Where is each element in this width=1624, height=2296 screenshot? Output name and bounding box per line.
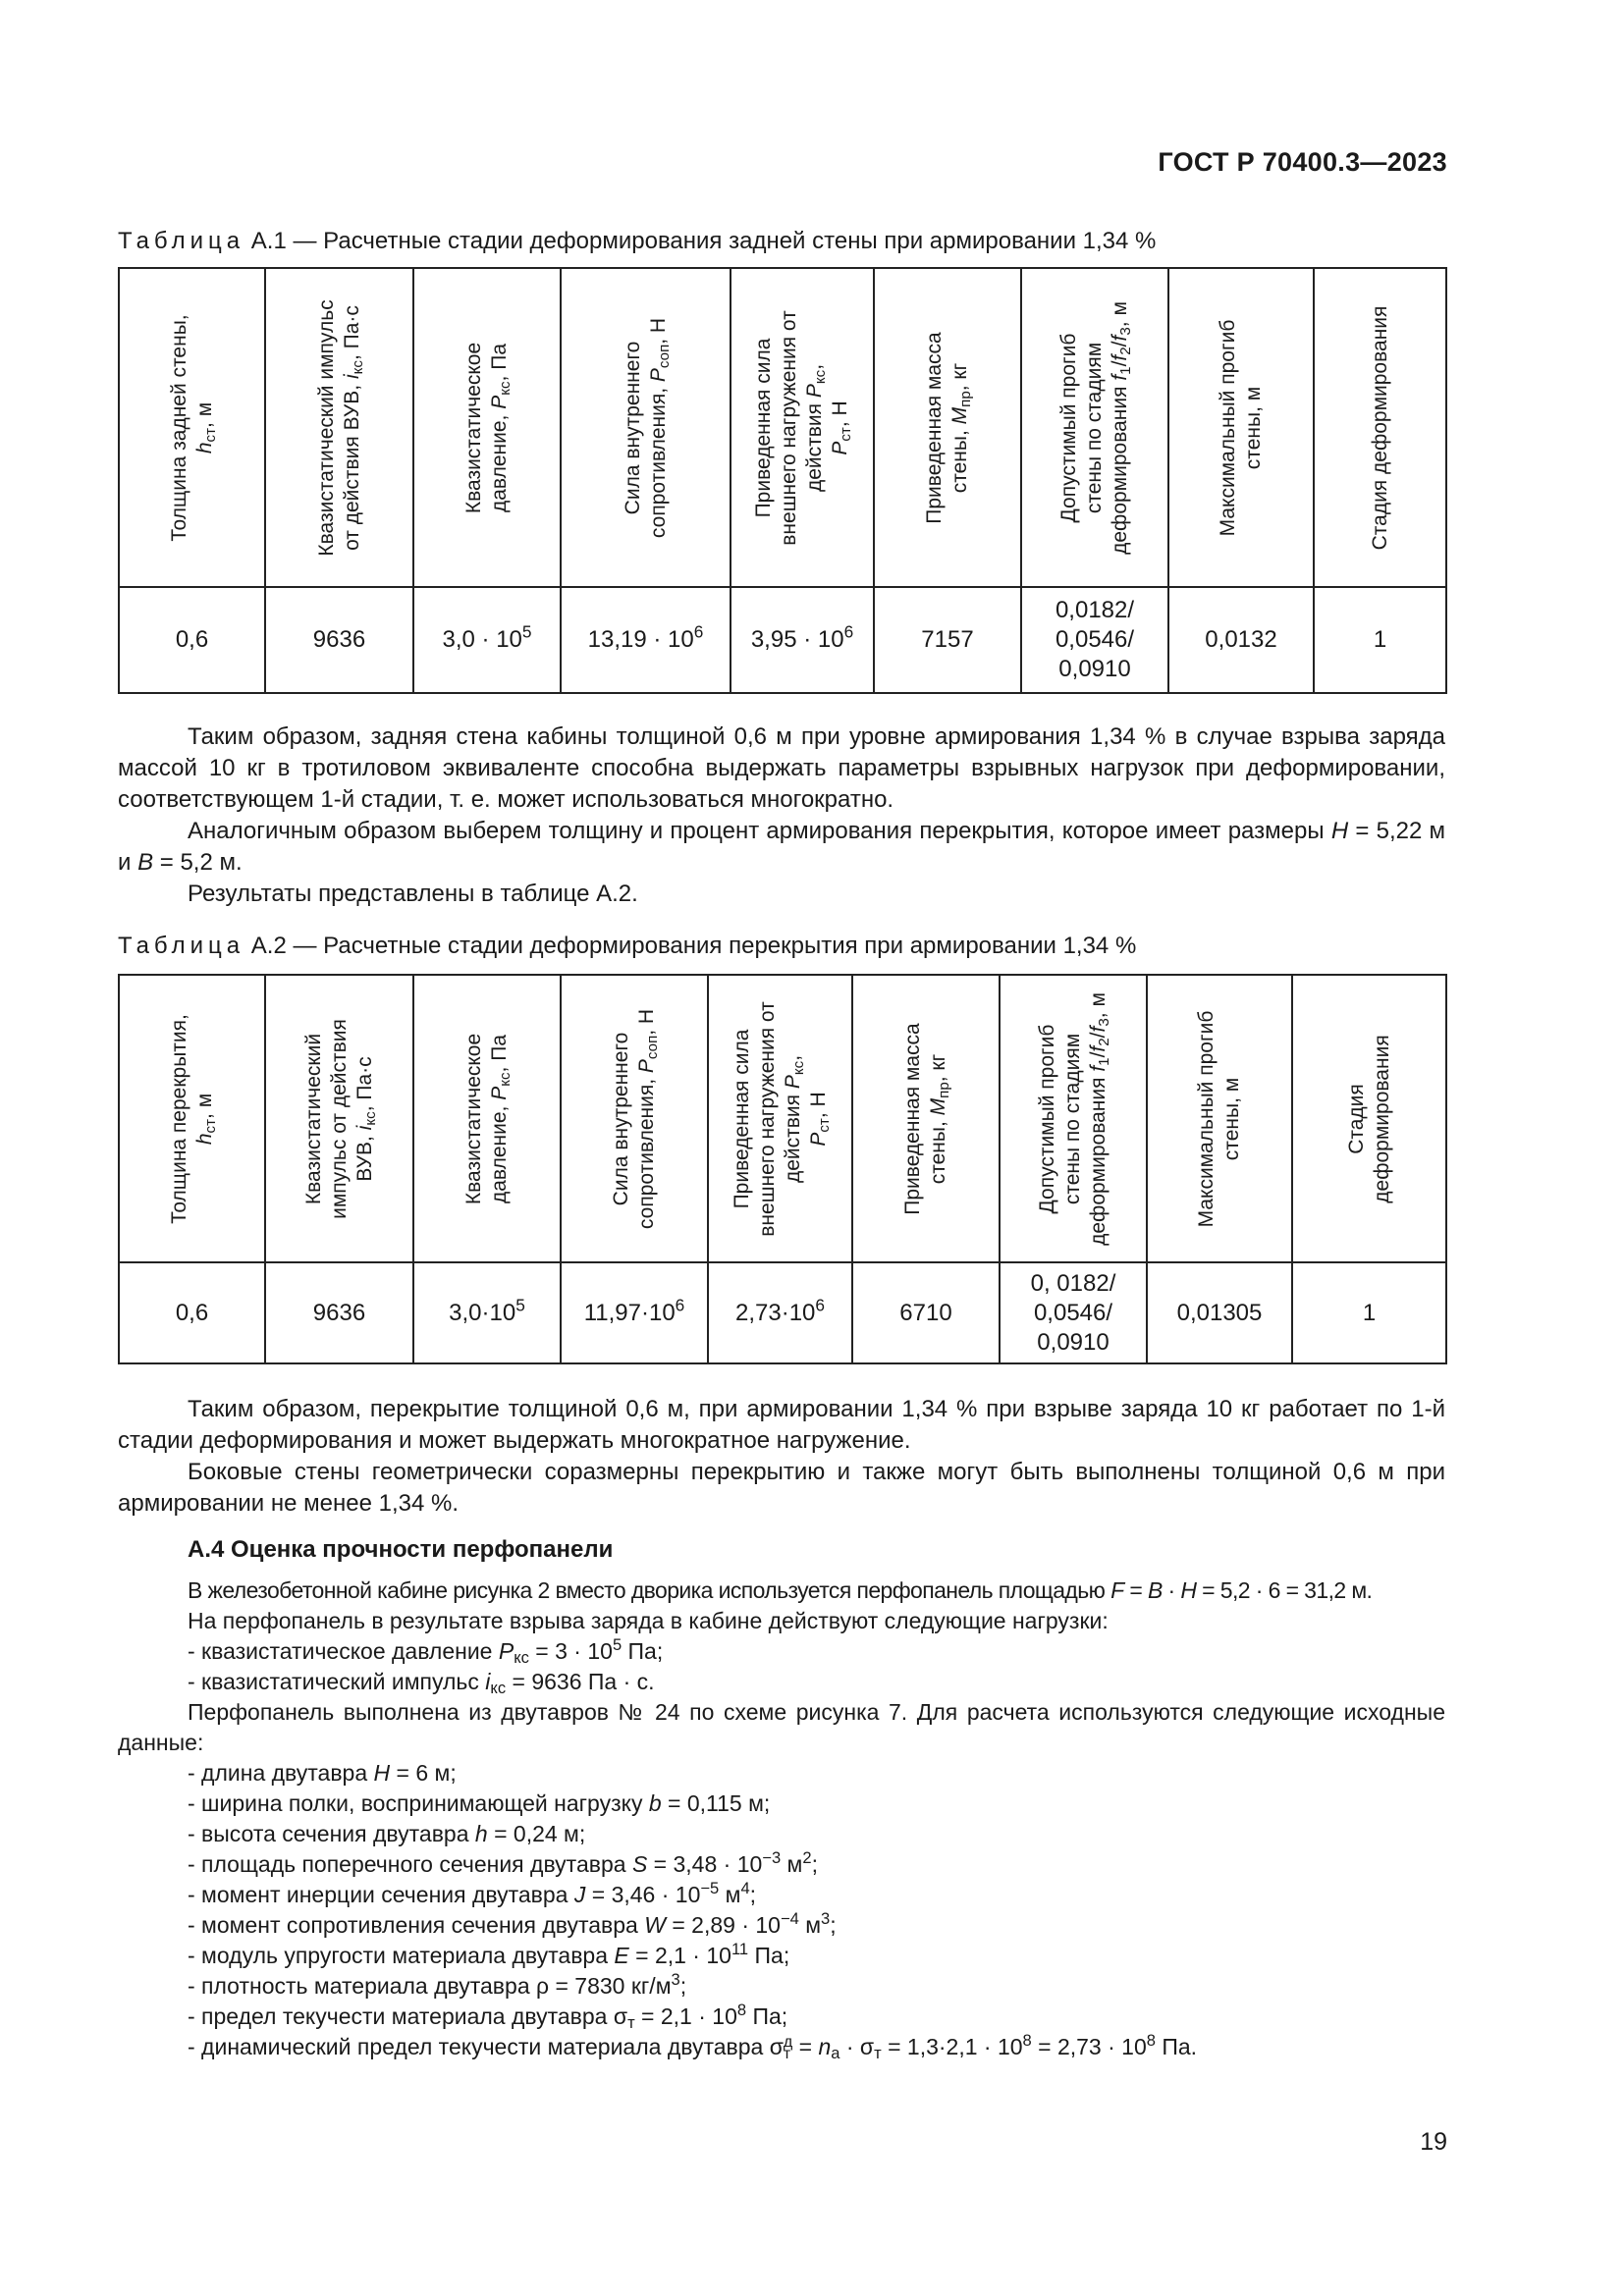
paragraph-block-2 — [118, 1394, 1445, 1520]
header-max-deflection: Максимальный прогиб стены, м — [1147, 975, 1292, 1262]
header-external-load: Приведенная сила внешнего нагружения от действия $P_{кс}$, $P_{ст}$, Н — [731, 268, 874, 587]
list-item: - модуль упругости материала двутавра $E = 2,1 \cdot 10^{11}$ Па; — [188, 1939, 790, 1968]
list-item: - динамический предел текучести материала двутавра σ д т = $n_a \cdot \sigma_т = 1,3\cdot 2,1 \cdot 10^8 = 2,73 \cdot 10^8$ Па. — [188, 2030, 1198, 2063]
header-mass: Приведенная масса стены, $M_{пр}$, кг — [852, 975, 1000, 1262]
header-mass: Приведенная масса стены, $M_{пр}$, кг — [874, 268, 1021, 587]
text-line: В железобетонной кабине рисунка 2 вместо дворика используется перфопанель площадью F = B · H = 5,2 · 6 = 31,2 м. — [188, 1577, 1373, 1603]
cell-max-deflection: 0,0132 — [1168, 587, 1314, 693]
paragraph: Результаты представлены в таблице А.2. — [188, 881, 638, 907]
header-allowed-deflection: Допустимый прогиб стены по стадиям деформирования $f_1/f_2/f_3$, м — [1000, 975, 1147, 1262]
table-a1-caption — [118, 228, 1156, 255]
cell-thickness: 0,6 — [119, 587, 265, 693]
table-a2-caption — [118, 933, 1136, 960]
paragraph: Таким образом, перекрытие толщиной 0,6 м, при армировании 1,34 % при взрыве заряда 10 кг работает по 1-й стадии деформирования и может выдержать многократное нагружение. — [118, 1396, 1445, 1454]
paragraph-block-1 — [118, 721, 1445, 910]
header-thickness: Толщина перекрытия, $h_{ст}$, м — [119, 975, 265, 1262]
table-a1-caption-word: Таблица — [118, 228, 245, 254]
paragraph: Аналогичным образом выберем толщину и процент армирования перекрытия, которое имеет размеры H = 5,22 м и B = 5,2 м. — [118, 818, 1446, 876]
table-a1 — [118, 267, 1447, 694]
cell-resistance: $11,97\cdot 10^6$ — [561, 1262, 708, 1363]
paragraph: Боковые стены геометрически соразмерны перекрытию и также могут быть выполнены толщиной 0,6 м при армировании не менее 1,34 %. — [118, 1459, 1445, 1517]
header-thickness: Толщина задней стены, $h_{ст}$, м — [119, 268, 265, 587]
list-item: - квазистатический импульс $i_{кс} = 9636$ Па · с. — [188, 1669, 655, 1698]
section-body — [118, 1575, 1453, 2062]
header-pressure: Квазистатическое давление, $P_{кс}$, Па — [413, 268, 561, 587]
header-allowed-deflection: Допустимый прогиб стены по стадиям деформирования $f_1/f_2/f_3$, м — [1021, 268, 1168, 587]
header-resistance: Сила внутреннего сопротивления, $P_{соп}$, Н — [561, 268, 731, 587]
cell-allowed-deflection: 0,0182/ 0,0546/ 0,0910 — [1021, 587, 1168, 693]
table-a2-header-row — [119, 975, 1446, 1262]
cell-allowed-deflection: 0, 0182/ 0,0546/ 0,0910 — [1000, 1262, 1147, 1363]
header-pressure: Квазистатическое давление, $P_{кс}$, Па — [413, 975, 561, 1262]
list-item: - длина двутавра H = 6 м; — [188, 1760, 457, 1786]
list-item: - момент сопротивления сечения двутавра $W = 2,89 \cdot 10^{-4}$ $м^3$; — [188, 1908, 837, 1938]
cell-mass: 6710 — [852, 1262, 1000, 1363]
list-item: - высота сечения двутавра h = 0,24 м; — [188, 1821, 586, 1846]
table-a1-caption-text: А.1 — Расчетные стадии деформирования задней стены при армировании 1,34 % — [244, 228, 1157, 254]
cell-thickness: 0,6 — [119, 1262, 265, 1363]
text-line: На перфопанель в результате взрыва заряда в кабине действуют следующие нагрузки: — [188, 1608, 1109, 1633]
table-a2-caption-text: А.2 — Расчетные стадии деформирования перекрытия при армировании 1,34 % — [244, 933, 1137, 959]
header-max-deflection: Максимальный прогиб стены, м — [1168, 268, 1314, 587]
cell-external-load: $2,73\cdot 10^6$ — [708, 1262, 852, 1363]
cell-resistance: $13,19 \cdot 10^6$ — [561, 587, 731, 693]
list-item: - предел текучести материала двутавра $\sigma_т = 2,1 \cdot 10^8$ Па; — [188, 2000, 788, 2033]
cell-impulse: 9636 — [265, 1262, 413, 1363]
table-a1-header-row — [119, 268, 1446, 587]
header-stage: Стадия деформирования — [1314, 268, 1446, 587]
header-stage: Стадия деформирования — [1292, 975, 1446, 1262]
header-resistance: Сила внутреннего сопротивления, $P_{соп}$, Н — [561, 975, 708, 1262]
header-external-load: Приведенная сила внешнего нагружения от действия $P_{кс}$, $P_{ст}$, Н — [708, 975, 852, 1262]
list-item: - ширина полки, воспринимающей нагрузку b = 0,115 м; — [188, 1790, 771, 1816]
list-item: - квазистатическое давление $P_{кс} = 3 \cdot 10^5$ Па; — [188, 1634, 664, 1668]
section-heading: А.4 Оценка прочности перфопанели — [188, 1536, 614, 1563]
cell-impulse: 9636 — [265, 587, 413, 693]
list-item: - плотность материала двутавра ρ = 7830 $кг/м^3$; — [188, 1969, 687, 1999]
header-impulse: Квазистатический импульс от действия ВУВ, $i_{кс}$, Па·с — [265, 268, 413, 587]
table-a2 — [118, 974, 1447, 1364]
cell-pressure: $3,0 \cdot 10^5$ — [413, 587, 561, 693]
cell-pressure: $3,0\cdot 10^5$ — [413, 1262, 561, 1363]
cell-max-deflection: 0,01305 — [1147, 1262, 1292, 1363]
cell-stage: 1 — [1292, 1262, 1446, 1363]
page-number: 19 — [1420, 2128, 1447, 2156]
text-line: Перфопанель выполнена из двутавров № 24 по схеме рисунка 7. Для расчета используются следующие исходные данные: — [118, 1699, 1445, 1755]
table-a2-caption-word: Таблица — [118, 933, 245, 959]
standard-designation: ГОСТ Р 70400.3—2023 — [1158, 147, 1447, 177]
table-row — [119, 587, 1446, 693]
list-item: - момент инерции сечения двутавра $J = 3,46 \cdot 10^{-5}$ $м^4$; — [188, 1878, 757, 1907]
cell-mass: 7157 — [874, 587, 1021, 693]
list-item: - площадь поперечного сечения двутавра $S = 3,48 \cdot 10^{-3}$ $м^2$; — [188, 1847, 818, 1877]
cell-stage: 1 — [1314, 587, 1446, 693]
header-impulse: Квазистатический импульс от действия ВУВ, $i_{кс}$, Па·с — [265, 975, 413, 1262]
paragraph: Таким образом, задняя стена кабины толщиной 0,6 м при уровне армирования 1,34 % в случае взрыва заряда массой 10 кг в тротиловом эквиваленте способна выдержать параметры взрывных нагрузок при деформировании, соответствующем 1-й стадии, т. е. может использоваться многократно. — [118, 723, 1445, 813]
cell-external-load: $3,95 \cdot 10^6$ — [731, 587, 874, 693]
table-row — [119, 1262, 1446, 1363]
